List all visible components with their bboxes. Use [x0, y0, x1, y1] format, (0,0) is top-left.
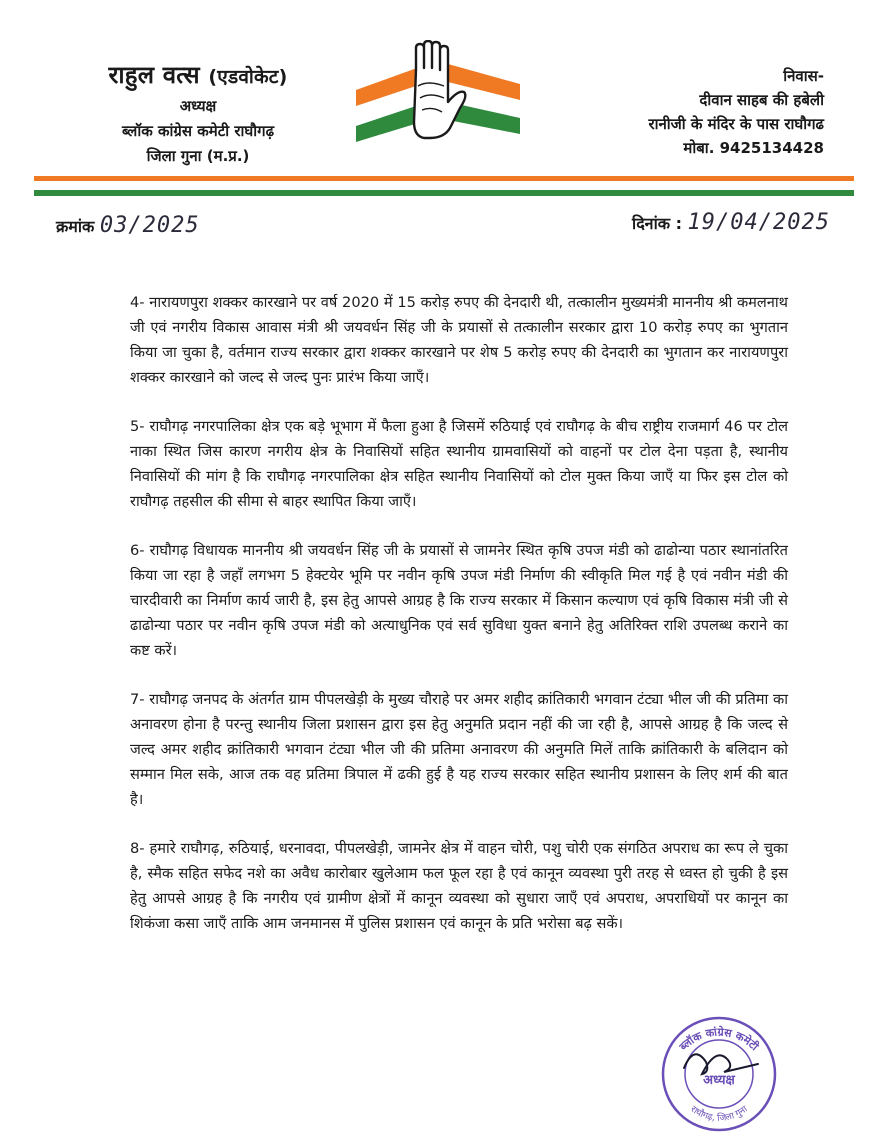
letter-date [632, 210, 830, 235]
signature-mark [684, 1054, 758, 1074]
mobile-number: मोबा. 9425134428 [683, 139, 824, 157]
letterhead-address [544, 66, 824, 162]
saffron-divider [34, 176, 854, 181]
paragraph-8: 8- हमारे राघौगढ़, रुठियाई, धरनावदा, पीपलखेड़ी, जामनेर क्षेत्र में वाहन चोरी, पशु चोरी एक संगठित अपराध का रूप ले चुका है, स्मैक सहित सफेद नशे का अवैध कारोबार खुलेआम फल फूल रहा है एवं कानून व्यवस्था पुरी तरह से ध्वस्त हो चुकी है इस हेतु आपसे आग्रह है कि नगरीय एवं ग्रामीण क्षेत्रों में कानून व्यवस्था को सुधारा जाएँ एवं अपराध, अपराधियों पर कानून का शिकंजा कसा जाएँ ताकि आम जनमानस में पुलिस प्रशासन एवं कानून के प्रति भरोसा बढ़ सकें। [130, 840, 788, 932]
official-stamp [654, 1010, 784, 1132]
stamp-text-center: अध्यक्ष [703, 1073, 735, 1088]
paragraph-7: 7- राघौगढ़ जनपद के अंतर्गत ग्राम पीपलखेड़ी के मुख्य चौराहे पर अमर शहीद क्रांतिकारी भगवान टंट्या भील जी की प्रतिमा का अनावरण होना है परन्तु स्थानीय जिला प्रशासन द्वारा इस हेतु अनुमति प्रदान नहीं की जा रही है, आपसे आग्रह है कि जल्द से जल्द अमर शहीद क्रांतिकारी भगवान टंट्या भील जी की प्रतिमा अनावरण की अनुमति मिलें ताकि क्रांतिकारी के बलिदान को सम्मान मिल सके, आज तक वह प्रतिमा त्रिपाल में ढकी हुई है यह राज्य सरकार सहित स्थानीय प्रशासन के लिए शर्म की बात है। [130, 691, 788, 808]
raised-hand-icon [354, 40, 522, 148]
residence-label: निवास- [783, 67, 824, 85]
date-value: 19/04/2025 [687, 210, 830, 235]
letterhead-sender [58, 58, 338, 166]
sender-name-line [58, 58, 338, 91]
letter-body [130, 290, 788, 960]
svg-text:राघौगढ़, जिला गुना [689, 1104, 751, 1124]
green-divider [34, 190, 854, 196]
sender-post: अध्यक्ष [179, 97, 217, 115]
reference-value: 03/2025 [99, 213, 200, 238]
address-line-2: रानीजी के मंदिर के पास राघौगढ [648, 115, 824, 133]
stamp-text-top: ब्लॉक कांग्रेस कमेटी [676, 1025, 761, 1054]
address-line-1: दीवान साहब की हबेली [699, 91, 824, 109]
sender-name: राहुल वत्स [108, 61, 200, 89]
sender-district: जिला गुना (म.प्र.) [146, 147, 250, 165]
paragraph-6: 6- राघौगढ़ विधायक माननीय श्री जयवर्धन सिंह जी के प्रयासों से जामनेर स्थित कृषि उपज मंडी को ढाढोन्या पठार स्थानांतरित किया जा रहा है जहाँ लगभग 5 हेक्टयेर भूमि पर नवीन कृषि उपज मंडी निर्माण की स्वीकृति मिल गई है एवं नवीन मंडी की चारदीवारी का निर्माण कार्य जारी है, इस हेतु आपसे आग्रह है कि राज्य सरकार में किसान कल्याण एवं कृषि विकास मंत्री जी से ढाढोन्या पठार पर नवीन कृषि उपज मंडी को अत्याधुनिक एवं सर्व सुविधा युक्त बनाने हेतु अतिरिक्त राशि उपलब्ध कराने का कष्ट करें। [130, 542, 788, 659]
date-label: दिनांक : [632, 214, 682, 233]
paragraph-5: 5- राघौगढ़ नगरपालिका क्षेत्र एक बड़े भूभाग में फैला हुआ है जिसमें रुठियाई एवं राघौगढ़ के बीच राष्ट्रीय राजमार्ग 46 पर टोल नाका स्थित जिस कारण नगरीय क्षेत्र के निवासियों सहित स्थानीय ग्रामवासियों को वाहनों पर टोल देना पड़ता है, स्थानीय निवासियों की मांग है कि राघौगढ़ नगरपालिका क्षेत्र सहित स्थानीय निवासियों को टोल मुक्त किया जाएँ या फिर इस टोल को राघौगढ़ तहसील की सीमा से बाहर स्थापित किया जाएँ। [130, 418, 788, 510]
reference-label: क्रमांक [56, 217, 95, 236]
reference-number [56, 213, 200, 238]
sender-title: (एडवोकेट) [208, 66, 288, 88]
sender-organization: ब्लॉक कांग्रेस कमेटी राघौगढ़ [121, 122, 275, 140]
paragraph-4: 4- नारायणपुरा शक्कर कारखाने पर वर्ष 2020 में 15 करोड़ रुपए की देनदारी थी, तत्कालीन मुख्यमंत्री माननीय श्री कमलनाथ जी एवं नगरीय विकास आवास मंत्री श्री जयवर्धन सिंह जी के प्रयासों से तत्कालीन सरकार द्वारा 10 करोड़ रुपए का भुगतान किया जा चुका है, वर्तमान राज्य सरकार द्वारा शक्कर कारखाने पर शेष 5 करोड़ रुपए की देनदारी का भुगतान कर नारायणपुरा शक्कर कारखाने को जल्द से जल्द पुनः प्रारंभ किया जाएँ। [130, 294, 788, 386]
stamp-text-bottom: राघौगढ़, जिला गुना [688, 1104, 750, 1124]
